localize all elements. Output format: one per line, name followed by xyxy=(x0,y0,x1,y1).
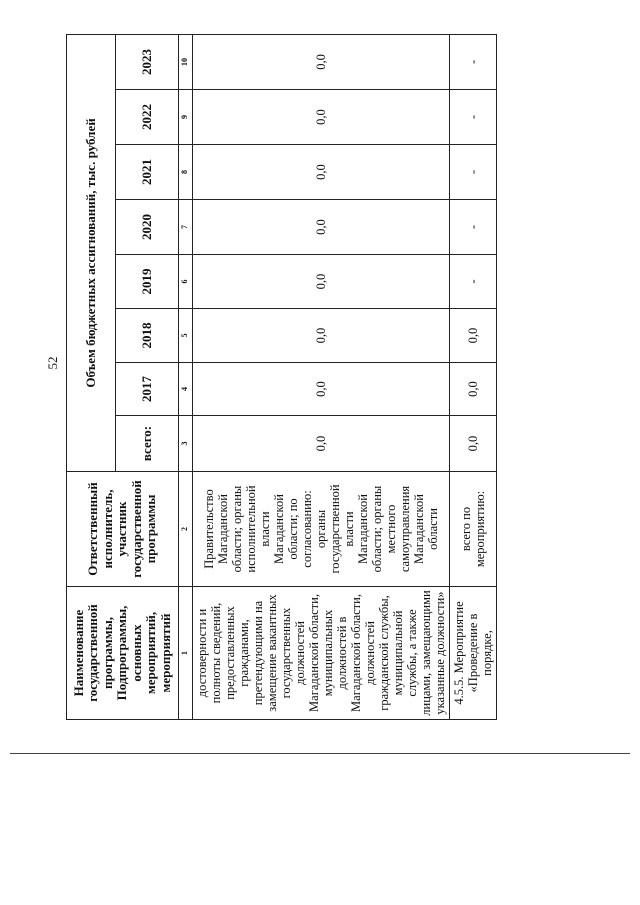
header-year-2019: 2019 xyxy=(116,255,179,309)
rotated-table-area xyxy=(66,35,494,720)
divider-line xyxy=(10,753,630,754)
col-number: 10 xyxy=(179,34,193,89)
header-executor: Ответственный исполнитель, участник государственной программы xyxy=(67,472,179,587)
col-number: 2 xyxy=(179,472,193,587)
row-value-2022: 0,0 xyxy=(193,90,450,145)
budget-table xyxy=(66,34,497,720)
header-year-2017: 2017 xyxy=(116,363,179,416)
col-number: 4 xyxy=(179,363,193,416)
row-value-2018: 0,0 xyxy=(193,309,450,363)
header-year-2023: 2023 xyxy=(116,34,179,89)
row-value-total: 0,0 xyxy=(193,416,450,472)
header-year-2020: 2020 xyxy=(116,200,179,255)
col-number: 5 xyxy=(179,309,193,363)
col-number: 7 xyxy=(179,200,193,255)
header-program-name: Наименование государственной программы, Подпрограммы, основных мероприятий, мероприятий xyxy=(67,587,179,720)
row-value-2022: - xyxy=(450,90,497,145)
row-value-2020: 0,0 xyxy=(193,200,450,255)
page-number: 52 xyxy=(45,356,60,370)
header-year-2022: 2022 xyxy=(116,90,179,145)
header-year-2021: 2021 xyxy=(116,145,179,200)
row-value-2019: 0,0 xyxy=(193,255,450,309)
col-number: 3 xyxy=(179,416,193,472)
row-value-2023: 0,0 xyxy=(193,34,450,89)
header-total: всего: xyxy=(116,416,179,472)
row-value-2021: 0,0 xyxy=(193,145,450,200)
row-value-total: 0,0 xyxy=(450,416,497,472)
table-row xyxy=(450,34,497,719)
table-row xyxy=(193,34,450,719)
col-number: 9 xyxy=(179,90,193,145)
row-value-2017: 0,0 xyxy=(450,363,497,416)
row-program-name: 4.5.5. Мероприятие «Проведение в порядке, xyxy=(450,587,497,720)
header-budget: Объем бюджетных ассигнований, тыс. рублей xyxy=(67,34,116,471)
row-executor: Правительство Магаданской области; органы исполнительной власти Магаданской области; по согласованию: органы государственной власти Магаданской области; органы местного самоуправления Магаданской области xyxy=(193,472,450,587)
row-executor: всего по мероприятию: xyxy=(450,472,497,587)
header-year-2018: 2018 xyxy=(116,309,179,363)
row-value-2018: 0,0 xyxy=(450,309,497,363)
col-number: 8 xyxy=(179,145,193,200)
col-number: 1 xyxy=(179,587,193,720)
row-value-2017: 0,0 xyxy=(193,363,450,416)
row-value-2023: - xyxy=(450,34,497,89)
row-value-2021: - xyxy=(450,145,497,200)
row-value-2019: - xyxy=(450,255,497,309)
row-program-name: достоверности и полноты сведений, предоставленных гражданами, претендующими на замещение вакантных государственных должностей Магаданской области, муниципальных должностей в Магаданской области, должностей гражданской службы, муниципальной службы, а также лицами, замещающими указанные должности» xyxy=(193,587,450,720)
col-number: 6 xyxy=(179,255,193,309)
row-value-2020: - xyxy=(450,200,497,255)
